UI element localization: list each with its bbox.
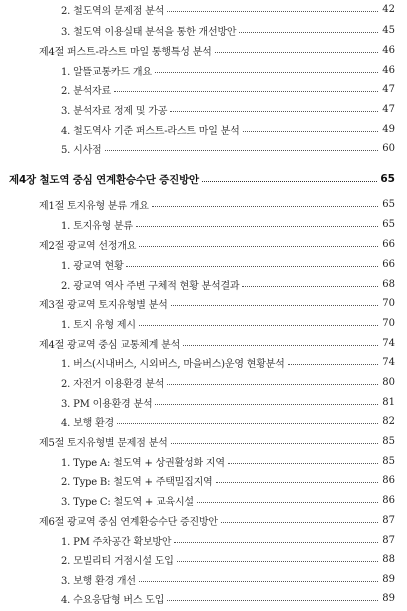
toc-entry-page-number: 47 bbox=[382, 103, 395, 115]
toc-entry-title: 제2절 광교역 선정개요 bbox=[39, 240, 137, 252]
toc-entry-page-number: 60 bbox=[382, 142, 395, 154]
toc-subsection-entry[interactable] bbox=[0, 20, 407, 40]
dot-leader bbox=[155, 403, 378, 405]
toc-entry-title: 1. 광교역 현황 bbox=[61, 260, 124, 272]
dot-leader bbox=[288, 363, 378, 365]
toc-entry-page-number: 46 bbox=[382, 44, 395, 56]
dot-leader bbox=[139, 580, 378, 582]
toc-section-entry[interactable] bbox=[0, 293, 407, 313]
toc-subsection-entry[interactable] bbox=[0, 352, 407, 372]
toc-entry-title: 1. Type A: 철도역 + 상권활성화 지역 bbox=[61, 457, 225, 469]
dot-leader bbox=[126, 265, 378, 267]
toc-entry-title: 제4절 퍼스트-라스트 마일 통행특성 분석 bbox=[39, 46, 212, 58]
toc-entry-title: 1. 알뜰교통카드 개요 bbox=[61, 66, 152, 78]
toc-subsection-entry[interactable] bbox=[0, 0, 407, 19]
toc-entry-page-number: 89 bbox=[382, 573, 395, 585]
dot-leader bbox=[114, 90, 378, 92]
toc-entry-page-number: 47 bbox=[382, 83, 395, 95]
toc-entry-title: 1. 토지 유형 제시 bbox=[61, 319, 136, 331]
toc-entry-title: 제6절 광교역 중심 연계환승수단 증진방안 bbox=[39, 516, 218, 528]
toc-subsection-entry[interactable] bbox=[0, 470, 407, 490]
toc-entry-title: 3. 분석자료 정제 및 가공 bbox=[61, 105, 168, 117]
toc-subsection-entry[interactable] bbox=[0, 549, 407, 569]
toc-subsection-entry[interactable] bbox=[0, 254, 407, 274]
dot-leader bbox=[105, 149, 379, 151]
toc-entry-page-number: 81 bbox=[382, 396, 395, 408]
dot-leader bbox=[167, 599, 378, 601]
toc-entry-page-number: 70 bbox=[382, 317, 395, 329]
dot-leader bbox=[139, 324, 378, 326]
toc-entry-page-number: 66 bbox=[382, 258, 395, 270]
toc-entry-title: 제3절 광교역 토지유형별 분석 bbox=[39, 299, 168, 311]
toc-entry-page-number: 70 bbox=[382, 297, 395, 309]
dot-leader bbox=[167, 10, 378, 12]
toc-entry-title: 3. 철도역 이용실태 분석을 통한 개선방안 bbox=[61, 26, 237, 38]
toc-entry-page-number: 80 bbox=[382, 376, 395, 388]
toc-entry-page-number: 65 bbox=[380, 173, 395, 185]
toc-section-entry[interactable] bbox=[0, 234, 407, 254]
toc-subsection-entry[interactable] bbox=[0, 138, 407, 158]
toc-entry-title: 4. 수요응답형 버스 도입 bbox=[61, 594, 165, 606]
toc-subsection-entry[interactable] bbox=[0, 214, 407, 234]
toc-entry-page-number: 66 bbox=[382, 238, 395, 250]
toc-section-entry[interactable] bbox=[0, 510, 407, 530]
dot-leader bbox=[239, 31, 378, 33]
toc-entry-page-number: 49 bbox=[382, 123, 395, 135]
dot-leader bbox=[139, 245, 378, 247]
toc-chapter-entry[interactable] bbox=[0, 169, 407, 189]
toc-subsection-entry[interactable] bbox=[0, 530, 407, 550]
toc-entry-page-number: 85 bbox=[382, 435, 395, 447]
toc-entry-page-number: 65 bbox=[382, 218, 395, 230]
toc-section-entry[interactable] bbox=[0, 40, 407, 60]
toc-subsection-entry[interactable] bbox=[0, 569, 407, 589]
toc-entry-title: 5. 시사점 bbox=[61, 144, 102, 156]
toc-entry-title: 4. 철도역사 기준 퍼스트-라스트 마일 분석 bbox=[61, 125, 240, 137]
dot-leader bbox=[243, 130, 378, 132]
toc-subsection-entry[interactable] bbox=[0, 490, 407, 510]
dot-leader bbox=[174, 541, 378, 543]
dot-leader bbox=[183, 344, 378, 346]
toc-subsection-entry[interactable] bbox=[0, 274, 407, 294]
toc-entry-page-number: 87 bbox=[382, 514, 395, 526]
toc-entry-title: 제5절 토지유형별 문제점 분석 bbox=[39, 437, 168, 449]
toc-entry-title: 제1절 토지유형 분류 개요 bbox=[39, 200, 149, 212]
toc-subsection-entry[interactable] bbox=[0, 60, 407, 80]
toc-entry-title: 1. PM 주차공간 확보방안 bbox=[61, 536, 172, 548]
toc-section-entry[interactable] bbox=[0, 431, 407, 451]
toc-subsection-entry[interactable] bbox=[0, 588, 407, 608]
dot-leader bbox=[136, 225, 378, 227]
dot-leader bbox=[216, 481, 378, 483]
dot-leader bbox=[167, 383, 378, 385]
toc-entry-page-number: 42 bbox=[382, 3, 395, 15]
toc-subsection-entry[interactable] bbox=[0, 451, 407, 471]
dot-leader bbox=[197, 501, 378, 503]
dot-leader bbox=[170, 110, 378, 112]
toc-entry-title: 2. Type B: 철도역 + 주택밀집지역 bbox=[61, 476, 213, 488]
toc-subsection-entry[interactable] bbox=[0, 79, 407, 99]
dot-leader bbox=[242, 285, 378, 287]
dot-leader bbox=[155, 71, 378, 73]
toc-entry-page-number: 68 bbox=[382, 278, 395, 290]
toc-entry-page-number: 45 bbox=[382, 24, 395, 36]
toc-entry-title: 4. 보행 환경 bbox=[61, 417, 114, 429]
toc-entry-page-number: 88 bbox=[382, 553, 395, 565]
dot-leader bbox=[117, 422, 378, 424]
toc-subsection-entry[interactable] bbox=[0, 372, 407, 392]
toc-entry-page-number: 89 bbox=[382, 592, 395, 604]
toc-subsection-entry[interactable] bbox=[0, 411, 407, 431]
toc-subsection-entry[interactable] bbox=[0, 119, 407, 139]
dot-leader bbox=[202, 180, 377, 182]
toc-entry-title: 1. 토지유형 분류 bbox=[61, 220, 133, 232]
dot-leader bbox=[221, 521, 378, 523]
toc-entry-page-number: 65 bbox=[382, 198, 395, 210]
toc-entry-title: 2. 모빌리티 거점시설 도입 bbox=[61, 555, 174, 567]
toc-entry-title: 3. PM 이용환경 분석 bbox=[61, 398, 153, 410]
toc-entry-title: 제4장 철도역 중심 연계환승수단 증진방안 bbox=[9, 173, 199, 186]
toc-entry-page-number: 86 bbox=[382, 474, 395, 486]
toc-subsection-entry[interactable] bbox=[0, 99, 407, 119]
toc-entry-page-number: 82 bbox=[382, 415, 395, 427]
toc-entry-title: 1. 버스(시내버스, 시외버스, 마을버스)운영 현황분석 bbox=[61, 358, 285, 370]
dot-leader bbox=[177, 560, 378, 562]
toc-section-entry[interactable] bbox=[0, 194, 407, 214]
toc-entry-page-number: 46 bbox=[382, 64, 395, 76]
dot-leader bbox=[171, 442, 378, 444]
toc-entry-page-number: 85 bbox=[382, 455, 395, 467]
dot-leader bbox=[152, 205, 378, 207]
toc-entry-title: 2. 광교역 역사 주변 구체적 현황 분석결과 bbox=[61, 280, 240, 292]
toc-entry-title: 2. 철도역의 문제점 분석 bbox=[61, 5, 165, 17]
toc-section-entry[interactable] bbox=[0, 333, 407, 353]
toc-entry-page-number: 87 bbox=[382, 534, 395, 546]
dot-leader bbox=[171, 304, 378, 306]
toc-subsection-entry[interactable] bbox=[0, 392, 407, 412]
toc-entry-title: 3. 보행 환경 개선 bbox=[61, 575, 136, 587]
toc-entry-title: 2. 분석자료 bbox=[61, 85, 111, 97]
toc-entry-page-number: 74 bbox=[382, 337, 395, 349]
dot-leader bbox=[215, 51, 378, 53]
toc-entry-page-number: 86 bbox=[382, 494, 395, 506]
toc-subsection-entry[interactable] bbox=[0, 313, 407, 333]
toc-entry-page-number: 74 bbox=[382, 356, 395, 368]
toc-entry-title: 3. Type C: 철도역 + 교육시설 bbox=[61, 496, 194, 508]
toc-entry-title: 제4절 광교역 중심 교통체계 분석 bbox=[39, 339, 181, 351]
dot-leader bbox=[228, 462, 378, 464]
toc-entry-title: 2. 자전거 이용환경 분석 bbox=[61, 378, 165, 390]
